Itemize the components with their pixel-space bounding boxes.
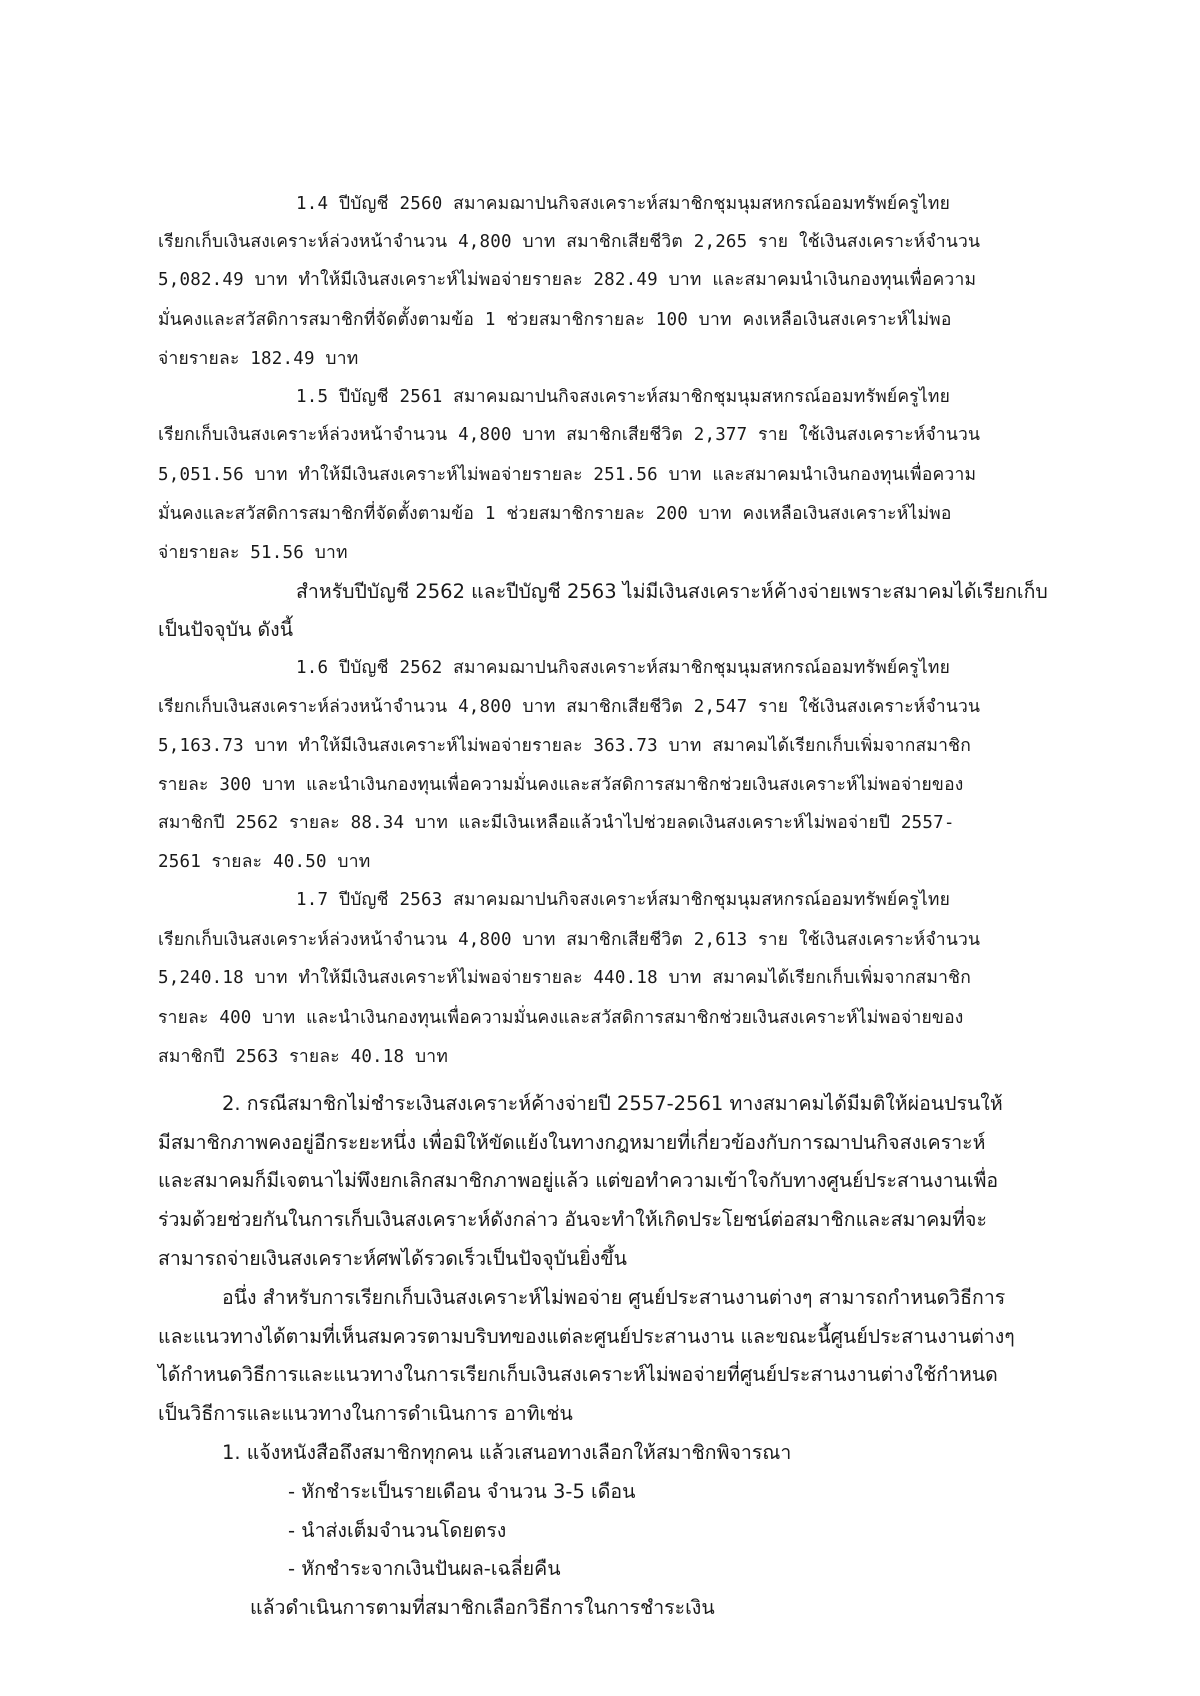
para-1-7-line-3: 5,240.18 บาท ทำให้มีเงินสงเคราะห์ไม่พอจ่ายรายละ 440.18 บาท สมาคมได้เรียกเก็บเพิ่มจากสมาชิก bbox=[158, 968, 971, 988]
para-1-5-line-3: 5,051.56 บาท ทำให้มีเงินสงเคราะห์ไม่พอจ่ายรายละ 251.56 บาท และสมาคมนำเงินกองทุนเพื่อความ bbox=[158, 465, 977, 485]
addendum-line-2: และแนวทางได้ตามที่เห็นสมควรตามบริบทของแต่ละศูนย์ประสานงาน และขณะนี้ศูนย์ประสานงานต่างๆ bbox=[158, 1325, 1015, 1348]
note-line-1: สำหรับปีบัญชี 2562 และปีบัญชี 2563 ไม่มีเงินสงเคราะห์ค้างจ่ายเพราะสมาคมได้เรียกเก็บ bbox=[296, 580, 1048, 603]
option-item-3: - หักชำระจากเงินปันผล-เฉลี่ยคืน bbox=[288, 1557, 561, 1580]
para-1-7-line-4: รายละ 400 บาท และนำเงินกองทุนเพื่อความมั่นคงและสวัสดิการสมาชิกช่วยเงินสงเคราะห์ไม่พอจ่ายของ bbox=[158, 1008, 964, 1028]
option-item-1: - หักชำระเป็นรายเดือน จำนวน 3-5 เดือน bbox=[288, 1480, 636, 1503]
section-2-line-2: มีสมาชิกภาพคงอยู่อีกระยะหนึ่ง เพื่อมิให้ขัดแย้งในทางกฎหมายที่เกี่ยวข้องกับการฌาปนกิจสงเคราะห์ bbox=[158, 1131, 986, 1154]
option-list-closing: แล้วดำเนินการตามที่สมาชิกเลือกวิธีการในการชำระเงิน bbox=[250, 1596, 715, 1619]
addendum-line-4: เป็นวิธีการและแนวทางในการดำเนินการ อาทิเช่น bbox=[158, 1402, 573, 1425]
para-1-6-line-6: 2561 รายละ 40.50 บาท bbox=[158, 852, 371, 872]
section-2-line-4: ร่วมด้วยช่วยกันในการเก็บเงินสงเคราะห์ดังกล่าว อันจะทำให้เกิดประโยชน์ต่อสมาชิกและสมาคมที่จะ bbox=[158, 1208, 987, 1231]
para-1-5-line-1: 1.5 ปีบัญชี 2561 สมาคมฌาปนกิจสงเคราะห์สมาชิกชุมนุมสหกรณ์ออมทรัพย์ครูไทย bbox=[296, 387, 951, 407]
section-2-line-1: 2. กรณีสมาชิกไม่ชำระเงินสงเคราะห์ค้างจ่ายปี 2557-2561 ทางสมาคมได้มีมติให้ผ่อนปรนให้ bbox=[222, 1092, 1003, 1115]
para-1-7-line-5: สมาชิกปี 2563 รายละ 40.18 บาท bbox=[158, 1047, 449, 1067]
option-list-heading: 1. แจ้งหนังสือถึงสมาชิกทุกคน แล้วเสนอทางเลือกให้สมาชิกพิจารณา bbox=[222, 1441, 792, 1464]
para-1-7-line-1: 1.7 ปีบัญชี 2563 สมาคมฌาปนกิจสงเคราะห์สมาชิกชุมนุมสหกรณ์ออมทรัพย์ครูไทย bbox=[296, 890, 951, 910]
section-2-line-3: และสมาคมก็มีเจตนาไม่พึงยกเลิกสมาชิกภาพอยู่แล้ว แต่ขอทำความเข้าใจกับทางศูนย์ประสานงานเพื่อ bbox=[158, 1169, 999, 1192]
para-1-5-line-5: จ่ายรายละ 51.56 บาท bbox=[158, 543, 348, 563]
para-1-6-line-3: 5,163.73 บาท ทำให้มีเงินสงเคราะห์ไม่พอจ่ายรายละ 363.73 บาท สมาคมได้เรียกเก็บเพิ่มจากสมาชิก bbox=[158, 736, 971, 756]
para-1-6-line-2: เรียกเก็บเงินสงเคราะห์ล่วงหน้าจำนวน 4,800 บาท สมาชิกเสียชีวิต 2,547 ราย ใช้เงินสงเคราะห์จำนวน bbox=[158, 697, 981, 717]
para-1-5-line-2: เรียกเก็บเงินสงเคราะห์ล่วงหน้าจำนวน 4,800 บาท สมาชิกเสียชีวิต 2,377 ราย ใช้เงินสงเคราะห์จำนวน bbox=[158, 425, 981, 445]
para-1-4-line-2: เรียกเก็บเงินสงเคราะห์ล่วงหน้าจำนวน 4,800 บาท สมาชิกเสียชีวิต 2,265 ราย ใช้เงินสงเคราะห์จำนวน bbox=[158, 232, 981, 252]
note-line-2: เป็นปัจจุบัน ดังนี้ bbox=[158, 618, 294, 641]
para-1-6-line-4: รายละ 300 บาท และนำเงินกองทุนเพื่อความมั่นคงและสวัสดิการสมาชิกช่วยเงินสงเคราะห์ไม่พอจ่ายของ bbox=[158, 775, 964, 795]
para-1-6-line-1: 1.6 ปีบัญชี 2562 สมาคมฌาปนกิจสงเคราะห์สมาชิกชุมนุมสหกรณ์ออมทรัพย์ครูไทย bbox=[296, 658, 951, 678]
addendum-line-1: อนึ่ง สำหรับการเรียกเก็บเงินสงเคราะห์ไม่พอจ่าย ศูนย์ประสานงานต่างๆ สามารถกำหนดวิธีการ bbox=[222, 1286, 1006, 1309]
section-2-line-5: สามารถจ่ายเงินสงเคราะห์ศพได้รวดเร็วเป็นปัจจุบันยิ่งขึ้น bbox=[158, 1247, 627, 1270]
para-1-4-line-3: 5,082.49 บาท ทำให้มีเงินสงเคราะห์ไม่พอจ่ายรายละ 282.49 บาท และสมาคมนำเงินกองทุนเพื่อความ bbox=[158, 270, 977, 290]
para-1-4-line-1: 1.4 ปีบัญชี 2560 สมาคมฌาปนกิจสงเคราะห์สมาชิกชุมนุมสหกรณ์ออมทรัพย์ครูไทย bbox=[296, 194, 951, 214]
para-1-5-line-4: มั่นคงและสวัสดิการสมาชิกที่จัดตั้งตามข้อ 1 ช่วยสมาชิกรายละ 200 บาท คงเหลือเงินสงเคราะห์ไม่พอ bbox=[158, 504, 952, 524]
addendum-line-3: ได้กำหนดวิธีการและแนวทางในการเรียกเก็บเงินสงเคราะห์ไม่พอจ่ายที่ศูนย์ประสานงานต่างใช้กำหนด bbox=[158, 1363, 998, 1386]
para-1-7-line-2: เรียกเก็บเงินสงเคราะห์ล่วงหน้าจำนวน 4,800 บาท สมาชิกเสียชีวิต 2,613 ราย ใช้เงินสงเคราะห์จำนวน bbox=[158, 930, 981, 950]
para-1-6-line-5: สมาชิกปี 2562 รายละ 88.34 บาท และมีเงินเหลือแล้วนำไปช่วยลดเงินสงเคราะห์ไม่พอจ่ายปี 2557- bbox=[158, 813, 955, 833]
para-1-4-line-4: มั่นคงและสวัสดิการสมาชิกที่จัดตั้งตามข้อ 1 ช่วยสมาชิกรายละ 100 บาท คงเหลือเงินสงเคราะห์ไม่พอ bbox=[158, 310, 952, 330]
para-1-4-line-5: จ่ายรายละ 182.49 บาท bbox=[158, 349, 359, 369]
option-item-2: - นำส่งเต็มจำนวนโดยตรง bbox=[288, 1519, 507, 1542]
